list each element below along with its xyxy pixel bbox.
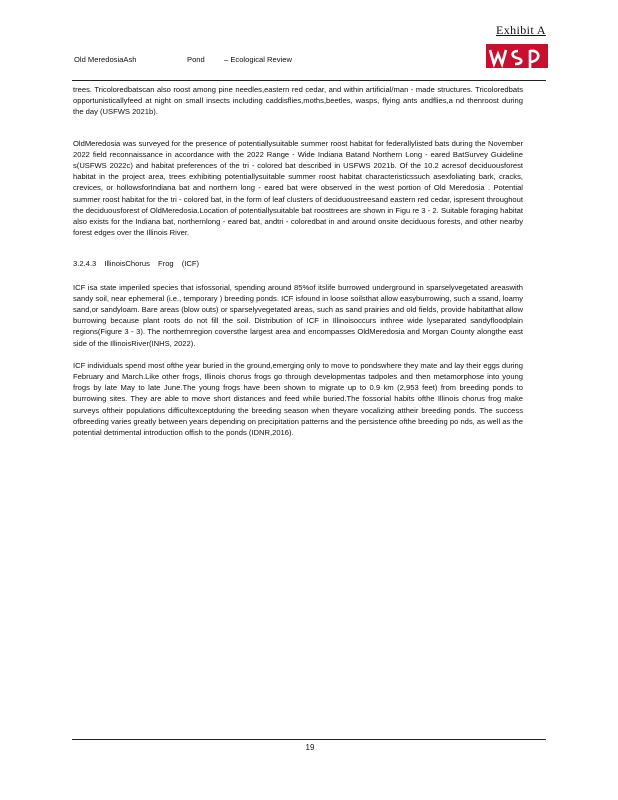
header-doc-title: Old MeredosiaAsh xyxy=(74,55,137,64)
footer-rule xyxy=(72,739,546,740)
header-pond: Pond xyxy=(187,55,205,64)
paragraph-icf-habitat: ICF isa state imperiled species that isfossorial, spending around 85%of itslife burrowed underground in sparselyvegetated areaswith sandy soil, near ephemeral (i.e., temporary ) breeding ponds. ICF isfound in loose soilsthat allow easyburrowing, such a ssand, loamy sand,or sandyloam. Bare areas (blow outs) or sparselyvegetated areas, such as sand prairies and old fields, provide habitatthat allow burrowing because plant roots do not fill the soil. Distribution of ICF in Illinoisoccurs inthree wide lyseparated sandyfloodplain regions(Figure 3 - 3). The northernregion coversthe largest area and encompasses OldMeredosia and Morgan County alongthe east side of the IllinoisRiver(INHS, 2022). xyxy=(73,282,523,348)
paragraph-bat-survey: OldMeredosia was surveyed for the presence of potentiallysuitable summer roost habitat for federallylisted bats during the November 2022 field reconnaissance in accordance with the 2022 Range - Wide Indiana Batand Northern Long - eared BatSurvey Guideline s(USFWS 2022c) and habitat preferences of the tri - colored bat described in USFWS 2021b. Of the 10.2 acresof deciduousforest habitat in the project area, trees exhibiting potentiallysuitable summer roost habitat characteristicssuch asexfoliating bark, cracks, crevices, or hollowsforIndiana bat and northern long - eared bat were observed in the west portion of Old Meredosia . Potential summer roost habitat for the tri - colored bat, in the form of leaf clusters of deciduoustreesand eastern red cedar, ispresent throughout the deciduousforest of OldMeredosia.Location of potentiallysuitable bat roosttrees are shown in Figu re 3 - 2. Suitable foraging habitat also exists for the Indiana bat, northernlong - eared bat, andtri - coloredbat in and around onsite deciduous forests, and other nearby forest edges over the Illinois River. xyxy=(73,138,523,238)
header-review: – Ecological Review xyxy=(224,55,292,64)
body-text xyxy=(73,84,523,449)
section-heading-icf: 3.2.4.3 IllinoisChorus Frog (ICF) xyxy=(73,259,200,269)
exhibit-label: Exhibit A xyxy=(496,23,546,37)
paragraph-icf-life-cycle: ICF individuals spend most ofthe year buried in the ground,emerging only to move to pondswhere they mate and lay their eggs during February and March.Like other frogs, Illinois chorus frogs go through developmentas tadpoles and then metamorphose into young frogs by late May to late June.The young frogs have been shown to migrate up to 0.9 km (2,953 feet) from breeding ponds to burrowing sites. They are able to move short distances and feed while buried.The fossorial habits ofthe Illinois chorus frog make surveys oftheir populations difficultexceptduring the breeding season when theyare vocalizing attheir breeding ponds. The success ofbreeding varies greatly between years depending on precipitation patterns and the persistence ofthe breeding po nds, as well as the potential detrimental introduction offish to the ponds (IDNR,2016). xyxy=(73,360,523,438)
page-number: 19 xyxy=(305,743,315,752)
paragraph-roost-behavior: trees. Tricoloredbatscan also roost among pine needles,eastern red cedar, and within artificial/man - made structures. Tricoloredbats opportunisticallyfeed at night on small insects including caddisflies,moths,beetles, wasps, flying ants andflies,a nd thenroost during the day (USFWS 2021b). xyxy=(73,85,523,117)
header-rule xyxy=(72,80,546,81)
wsp-logo xyxy=(480,42,548,78)
